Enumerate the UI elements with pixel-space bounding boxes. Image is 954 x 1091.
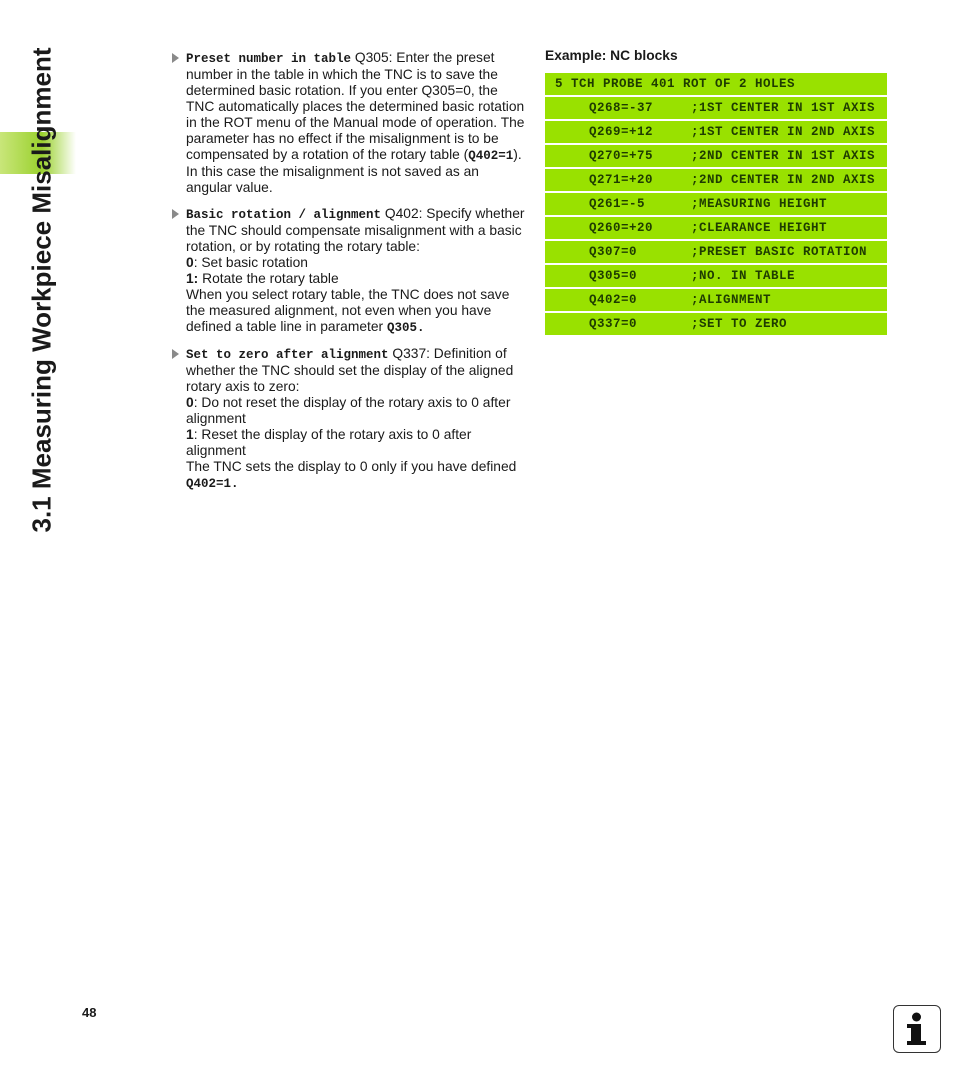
nc-param: Q402=0 (589, 293, 638, 307)
text-run: The TNC sets the display to 0 only if you have defined (186, 459, 517, 474)
nc-param: Q268=-37 (589, 101, 654, 115)
triangle-bullet-icon (172, 209, 179, 219)
parameter-line (186, 395, 528, 427)
nc-comment: ;CLEARANCE HEIGHT (691, 221, 828, 235)
nc-comment: ;ALIGNMENT (691, 293, 772, 307)
nc-block-header (545, 73, 887, 95)
nc-param: Q269=+12 (589, 125, 654, 139)
nc-comment: ;NO. IN TABLE (691, 269, 796, 283)
text-run: Q305. (386, 321, 425, 335)
nc-block-row (545, 313, 887, 335)
nc-comment: ;1ST CENTER IN 1ST AXIS (691, 101, 876, 115)
text-run: ). In this case the misalignment is not saved as an angular value. (186, 147, 522, 195)
parameter-line (186, 271, 528, 287)
text-run: : Set basic rotation (193, 255, 308, 270)
nc-header-text: 5 TCH PROBE 401 ROT OF 2 HOLES (555, 77, 796, 91)
text-run: Q402: Specify whether the TNC should compensate misalignment with a basic rotation, or by rotating the rotary table: (186, 206, 525, 254)
parameter-line (186, 50, 528, 196)
parameter-name: Set to zero after alignment (186, 348, 389, 362)
parameter-line (186, 427, 528, 459)
text-run: : Reset the display of the rotary axis to 0 after alignment (186, 427, 472, 458)
parameter-line (186, 459, 528, 492)
text-run: Q305: Enter the preset number in the table in which the TNC is to save the determined basic rotation. If you enter Q305=0, the TNC automatically places the determined basic rotation in the ROT menu of the Manual mode of operation. The parameter has no effect if the misalignment is to be compensated by a rotation of the rotary table ( (186, 50, 525, 162)
parameter-item (172, 346, 528, 492)
nc-param: Q307=0 (589, 245, 638, 259)
nc-block-row (545, 289, 887, 311)
parameter-item (172, 50, 528, 196)
example-title: Example: NC blocks (545, 48, 678, 63)
nc-param: Q270=+75 (589, 149, 654, 163)
nc-param: Q271=+20 (589, 173, 654, 187)
nc-block-row (545, 241, 887, 263)
parameter-descriptions (172, 50, 528, 502)
parameter-line (186, 255, 528, 271)
text-run: 1 (186, 427, 194, 442)
nc-param: Q337=0 (589, 317, 638, 331)
nc-block-row (545, 265, 887, 287)
nc-comment: ;MEASURING HEIGHT (691, 197, 828, 211)
text-run: Q402=1. (186, 477, 239, 491)
nc-param: Q305=0 (589, 269, 638, 283)
nc-comment: ;2ND CENTER IN 1ST AXIS (691, 149, 876, 163)
nc-block-row (545, 217, 887, 239)
nc-comment: ;2ND CENTER IN 2ND AXIS (691, 173, 876, 187)
nc-comment: ;SET TO ZERO (691, 317, 788, 331)
text-run: : Do not reset the display of the rotary axis to 0 after alignment (186, 395, 511, 426)
text-run: When you select rotary table, the TNC does not save the measured alignment, not even when you have defined a table line in parameter (186, 287, 510, 334)
parameter-name: Basic rotation / alignment (186, 208, 382, 222)
text-run: Rotate the rotary table (198, 271, 339, 286)
text-run: 0 (186, 395, 194, 410)
nc-block-row (545, 169, 887, 191)
text-run: 0 (186, 255, 194, 270)
parameter-name: Preset number in table (186, 52, 352, 66)
text-run: 1: (186, 271, 199, 286)
section-title: 3.1 Measuring Workpiece Misalignment (26, 47, 57, 533)
nc-comment: ;1ST CENTER IN 2ND AXIS (691, 125, 876, 139)
info-icon (893, 1005, 941, 1053)
section-title-vertical (18, 40, 66, 540)
triangle-bullet-icon (172, 349, 179, 359)
parameter-line (186, 287, 528, 336)
nc-block-row (545, 193, 887, 215)
parameter-item (172, 206, 528, 336)
triangle-bullet-icon (172, 53, 179, 63)
nc-block-row (545, 145, 887, 167)
nc-block-row (545, 97, 887, 119)
nc-param: Q261=-5 (589, 197, 646, 211)
parameter-line (186, 206, 528, 255)
parameter-line (186, 346, 528, 395)
text-run: Q402=1 (468, 149, 514, 163)
nc-param: Q260=+20 (589, 221, 654, 235)
nc-block-row (545, 121, 887, 143)
text-run: Q337: Definition of whether the TNC should set the display of the aligned rotary axis to zero: (186, 346, 514, 394)
nc-block-rows (545, 97, 887, 335)
nc-example (545, 48, 887, 337)
page-number: 48 (82, 1005, 97, 1020)
nc-comment: ;PRESET BASIC ROTATION (691, 245, 868, 259)
